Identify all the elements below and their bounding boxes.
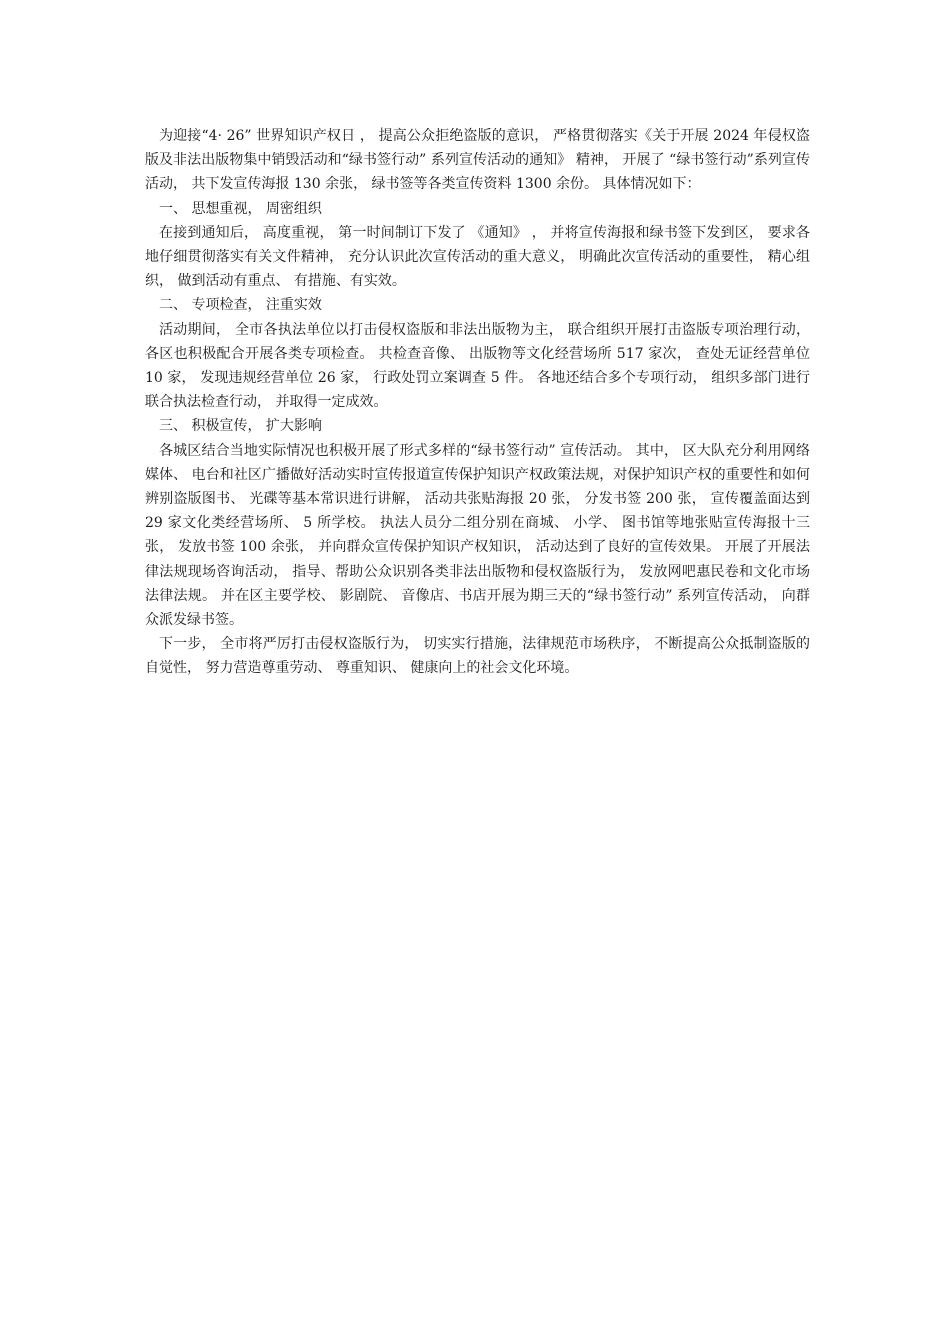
section-body-1: 在接到通知后， 高度重视， 第一时间制订下发了 《通知》 ， 并将宣传海报和绿书签下发到区， 要求各地仔细贯彻落实有关文件精神， 充分认识此次宣传活动的重大意义， 明确此次宣传活动的重要性， 精心组织， 做到活动有重点、 有措施、有实效。: [145, 224, 810, 290]
section-body-3: 各城区结合当地实际情况也积极开展了形式多样的“绿书签行动” 宣传活动。 其中， 区大队充分利用网络媒体、 电台和社区广播做好活动实时宣传报道宣传保护知识产权政策法规，对保护知识产权的重要性和如何辨别盗版图书、 光碟等基本常识进行讲解， 活动共张贴海报 20 张， 分发书签 200 张， 宣传覆盖面达到 29 家文化类经营场所、 5 所学校。 执法人员分二组分别在商城、 小学、 图书馆等地张贴宣传海报十三张， 发放书签 100 余张， 并向群众宣传保护知识产权知识， 活动达到了良好的宣传效果。 开展了开展法律法规现场咨询活动， 指导、帮助公众识别各类非法出版物和侵权盗版行为， 发放网吧惠民卷和文化市场法律法规。 并在区主要学校、 影剧院、 音像店、书店开展为期三天的“绿书签行动” 系列宣传活动， 向群众派发绿书签。: [145, 442, 810, 629]
section-heading-2: 二、 专项检查， 注重实效: [159, 297, 322, 314]
conclusion-paragraph: 下一步， 全市将严厉打击侵权盗版行为， 切实实行措施，法律规范市场秩序， 不断提高公众抵制盗版的自觉性， 努力营造尊重劳动、 尊重知识、 健康向上的社会文化环境。: [145, 636, 810, 677]
document-body: [145, 124, 810, 681]
section-heading-3: 三、 积极宣传， 扩大影响: [159, 418, 322, 435]
intro-paragraph: 为迎接“4· 26” 世界知识产权日 ， 提高公众拒绝盗版的意识， 严格贯彻落实《关于开展 2024 年侵权盗版及非法出版物集中销毁活动和“绿书签行动” 系列宣传活动的通知》 精神， 开展了 “绿书签行动”系列宣传活动， 共下发宣传海报 130 余张， 绿书签等各类宣传资料 1300 余份。 具体情况如下：: [145, 128, 810, 193]
section-body-2: 活动期间， 全市各执法单位以打击侵权盗版和非法出版物为主， 联合组织开展打击盗版专项治理行动， 各区也积极配合开展各类专项检查。 共检查音像、 出版物等文化经营场所 517 家次， 查处无证经营单位 10 家， 发现违规经营单位 26 家， 行政处罚立案调查 5 件。 各地还结合多个专项行动， 组织多部门进行联合执法检查行动， 并取得一定成效。: [145, 321, 810, 411]
section-heading-1: 一、 思想重视， 周密组织: [159, 200, 322, 217]
